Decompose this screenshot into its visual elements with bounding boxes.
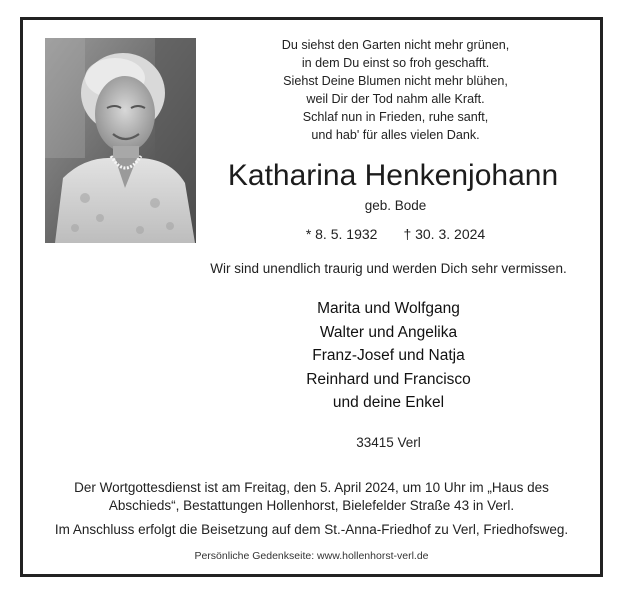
poem [213, 36, 578, 144]
obituary-frame [20, 17, 603, 577]
family-member: Franz-Josef und Natja [312, 347, 465, 364]
life-dates [213, 226, 578, 242]
poem-line: weil Dir der Tod nahm alle Kraft. [306, 92, 485, 106]
family-list [191, 297, 586, 415]
mourning-text: Wir sind unendlich traurig und werden Dich sehr vermissen. [210, 261, 567, 276]
burial-info: Im Anschluss erfolgt die Beisetzung auf dem St.-Anna-Friedhof zu Verl, Friedhofsweg. [54, 522, 569, 537]
portrait-image [45, 38, 196, 243]
portrait-photo [45, 38, 196, 243]
service-info [33, 479, 590, 515]
poem-line: Siehst Deine Blumen nicht mehr blühen, [283, 74, 508, 88]
family-member: Reinhard und Francisco [306, 370, 471, 388]
death-date: † 30. 3. 2024 [403, 226, 486, 242]
deceased-name: Katharina Henkenjohann [227, 159, 559, 192]
service-line: Der Wortgottesdienst ist am Freitag, den 5. April 2024, um 10 Uhr im „Haus des [74, 480, 549, 495]
poem-line: und hab' für alles vielen Dank. [311, 128, 480, 142]
family-member: Marita und Wolfgang [317, 300, 460, 317]
birth-date: * 8. 5. 1932 [305, 226, 378, 242]
poem-line: Du siehst den Garten nicht mehr grünen, [281, 38, 510, 52]
service-line: Abschieds“, Bestattungen Hollenhorst, Bielefelder Straße 43 in Verl. [108, 498, 515, 513]
family-member: und deine Enkel [332, 394, 445, 411]
family-member: Walter und Angelika [319, 323, 458, 341]
memorial-page-link[interactable]: Persönliche Gedenkseite: www.hollenhorst-verl.de [194, 550, 429, 562]
birth-name: geb. Bode [364, 198, 427, 213]
poem-line: Schlaf nun in Frieden, ruhe sanft, [302, 110, 489, 124]
poem-line: in dem Du einst so froh geschafft. [301, 56, 490, 70]
place: 33415 Verl [356, 435, 421, 450]
